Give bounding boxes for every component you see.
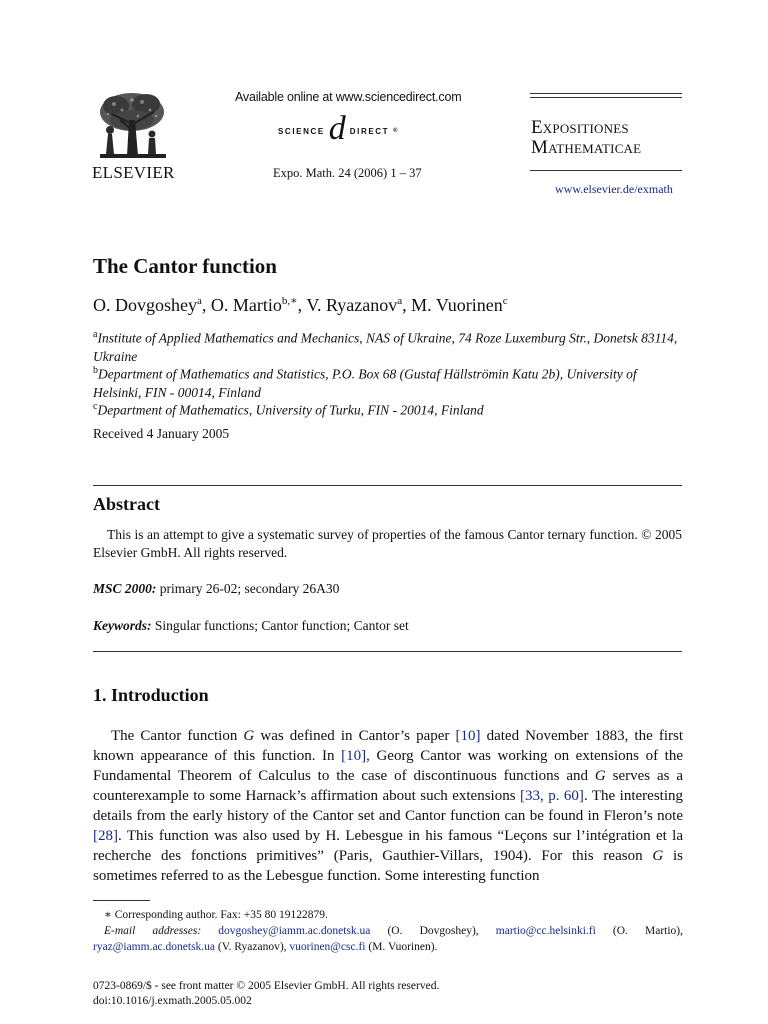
registered-mark: ® [393,128,400,134]
introduction-body [93,726,683,886]
journal-name-line1: Expositiones [531,117,629,138]
affil-mark: c [93,401,98,412]
author-affil-mark: a [397,295,403,307]
affiliation-b [93,362,683,402]
affil-mark: b [93,365,98,376]
text-run: Georg Cantor was working on extensions of the Fundamental Theorem of Calculus to the case of discontinuous functions and [93,748,683,784]
email-owner: (M. Vuorinen). [365,941,438,953]
author-name: O. Dovgoshey [93,295,197,315]
available-online-text[interactable]: Available online at www.sciencedirect.com [235,90,462,104]
text-run: . This function was also used by H. Lebesgue in his famous “Leçons sur l’intégration et la recherche des fonctions primitives” (Paris, Gauthier-Villars, 1904). For this reason [93,828,683,864]
abstract-rule-bottom [93,651,682,652]
msc-label: MSC 2000: [93,581,157,596]
math-symbol: G [652,848,664,864]
author-list: O. Dovgoshey$^a$, O. Martio$^{b,∗}$, V. Ryazanov$^a$, M. Vuorinen$^c$ [93,295,508,315]
email-owner: (V. Ryazanov), [215,941,290,953]
section-heading-introduction: 1. Introduction [93,685,209,705]
issn-line: 0723-0869/$ - see front matter © 2005 Elsevier GmbH. All rights reserved. [93,980,440,992]
email-footnote [93,923,683,955]
intro-paragraph [93,726,683,886]
text-run: dated November 1883, the first known appearance of this function. In [93,728,683,764]
author-name: O. Martio [210,295,282,315]
email-link[interactable]: vuorinen@csc.fi [289,941,366,953]
keywords-line [93,618,409,634]
author-name: V. Ryazanov [306,295,398,315]
journal-reference: Expo. Math. 24 (2006) 1 – 37 [273,166,422,180]
citation-link[interactable]: [33, p. 60] [520,788,584,804]
keywords-value: Singular functions; Cantor function; Cantor set [151,618,409,633]
journal-url-link[interactable]: www.elsevier.de/exmath [555,182,673,196]
doi-line[interactable]: doi:10.1016/j.exmath.2005.05.002 [93,995,252,1007]
affiliation-c [93,398,683,420]
sciencedirect-logo [278,110,400,149]
author-affil-mark: c [502,295,508,307]
sd-right-text: DIRECT [349,126,390,136]
msc-value: primary 26-02; secondary 26A30 [156,581,340,596]
affiliation-a [93,326,683,366]
journal-name-line2: Mathematicae [531,137,642,158]
email-owner: (O. Dovgoshey), [370,925,496,937]
footnote-rule [93,900,150,901]
email-link[interactable]: ryaz@iamm.ac.donetsk.ua [93,941,216,953]
abstract-text: This is an attempt to give a systematic survey of properties of the famous Cantor ternary function. © 2005 Elsevier GmbH. All rights reserved. [93,527,682,560]
affil-mark: a [93,329,98,340]
affil-text: Department of Mathematics and Statistics, P.O. Box 68 (Gustaf Hällströmin Katu 2b), University of Helsinki, FIN - 00014, Finland [93,366,637,400]
received-date: Received 4 January 2005 [93,426,230,441]
text-run: serves as a counterexample to some Harnack’s affirmation about such extensions [93,768,684,804]
abstract-rule-top [93,485,682,486]
text-run: . The interesting details from the early history of the Cantor set and Cantor function can be found in Fleron’s note [93,788,683,824]
abstract-heading: Abstract [93,494,160,514]
text-run: is sometimes referred to as the Lebesgue function. Some interesting function [93,848,683,884]
affil-text: Institute of Applied Mathematics and Mechanics, NAS of Ukraine, 74 Roze Luxemburg Str., Donetsk 83114, Ukraine [93,330,678,364]
math-symbol: G [243,728,255,744]
affil-text: Department of Mathematics, University of Turku, FIN - 20014, Finland [97,402,484,418]
corresponding-author-footnote: ∗ Corresponding author. Fax: +35 80 19122879. [104,909,328,921]
header-rule-top [530,93,682,94]
email-link[interactable]: dovgoshey@iamm.ac.donetsk.ua [218,925,371,937]
publisher-name: ELSEVIER [92,163,175,182]
sd-left-text: SCIENCE [278,126,325,136]
author-affil-mark: b,∗ [281,295,298,307]
author-name: M. Vuorinen [411,295,503,315]
header-rule-bottom [530,170,682,171]
author-affil-mark: a [197,295,202,307]
paper-title: The Cantor function [93,254,277,278]
email-link[interactable]: martio@cc.helsinki.fi [495,925,596,937]
front-matter [93,979,439,1009]
journal-name [531,118,641,158]
citation-link[interactable]: [10] [455,728,481,744]
email-label: E-mail addresses: [104,925,202,937]
sd-at-icon: d [328,110,346,147]
msc-line [93,581,339,597]
citation-link[interactable]: [28] [93,828,118,844]
math-symbol: G [594,768,606,784]
text-run: The Cantor function [111,728,244,744]
citation-link[interactable]: [10], [341,748,370,764]
header-rule-top-2 [530,97,682,98]
text-run: was defined in Cantor’s paper [254,728,456,744]
keywords-label: Keywords: [93,618,152,633]
email-owner: (O. Martio), [595,925,684,937]
